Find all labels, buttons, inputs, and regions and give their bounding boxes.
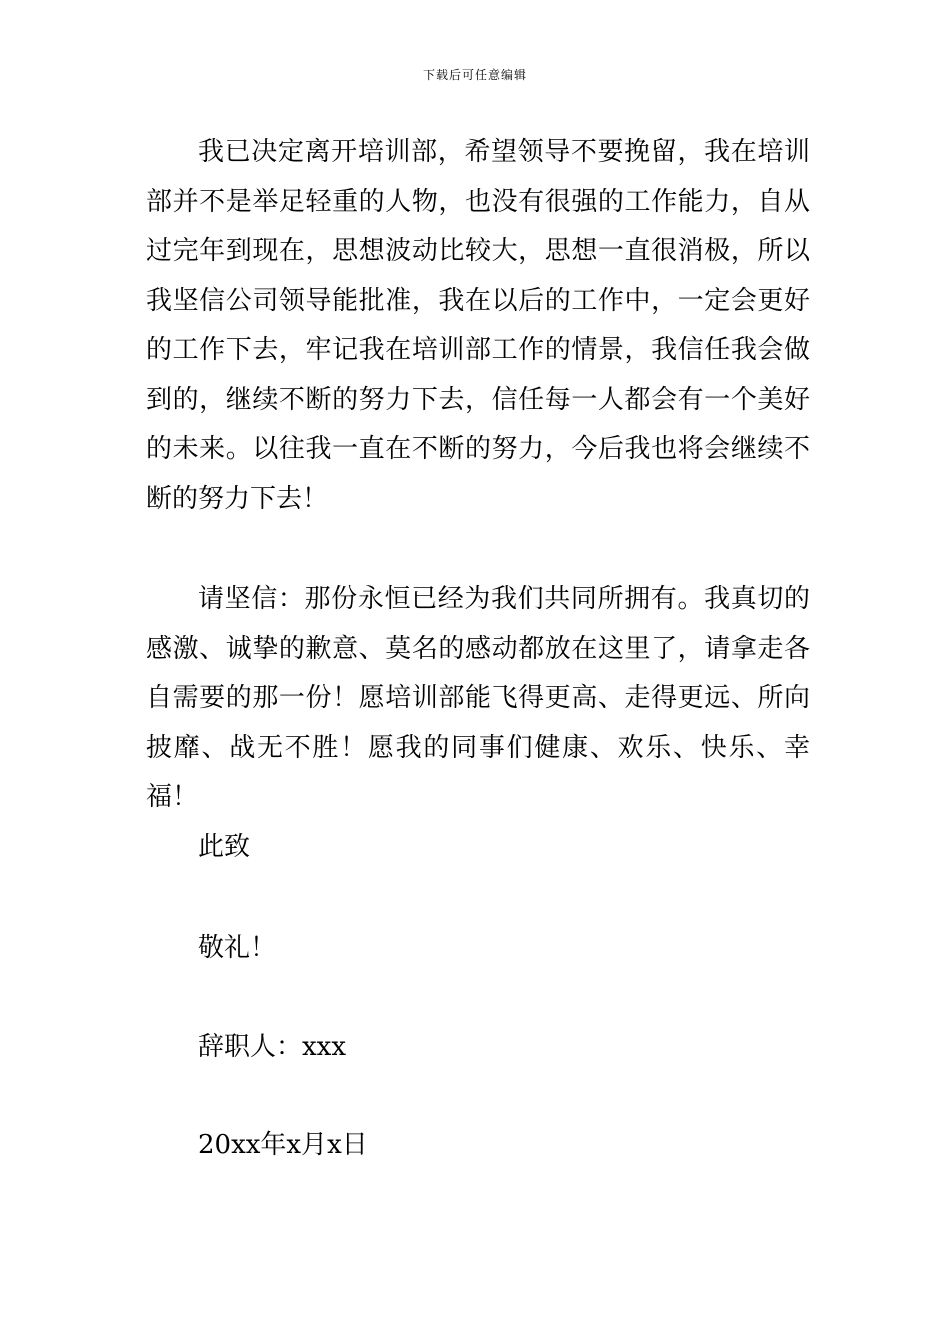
letter-paragraph-2: 请坚信：那份永恒已经为我们共同所拥有。我真切的感激、诚挚的歉意、莫名的感动都放在这里了，请拿走各自需要的那一份！愿培训部能飞得更高、走得更远、所向披靡、战无不胜！愿我的同事们健康、欢乐、快乐、幸福！ <box>146 584 810 812</box>
closing-regards: 敬礼！ <box>198 933 277 963</box>
header-note: 下载后可任意编辑 <box>422 68 527 82</box>
letter-paragraph-1: 我已决定离开培训部，希望领导不要挽留，我在培训部并不是举足轻重的人物，也没有很强的工作能力，自从过完年到现在，思想波动比较大，思想一直很消极，所以我坚信公司领导能批准，我在以后的工作中，一定会更好的工作下去，牢记我在培训部工作的情景，我信任我会做到的，继续不断的努力下去，信任每一人都会有一个美好的未来。以往我一直在不断的努力，今后我也将会继续不断的努力下去！ <box>146 137 810 514</box>
signer-line: 辞职人：xxx <box>198 1032 346 1062</box>
date-line: 20xx年x月x日 <box>198 1130 368 1160</box>
closing-salutation: 此致 <box>198 832 251 862</box>
